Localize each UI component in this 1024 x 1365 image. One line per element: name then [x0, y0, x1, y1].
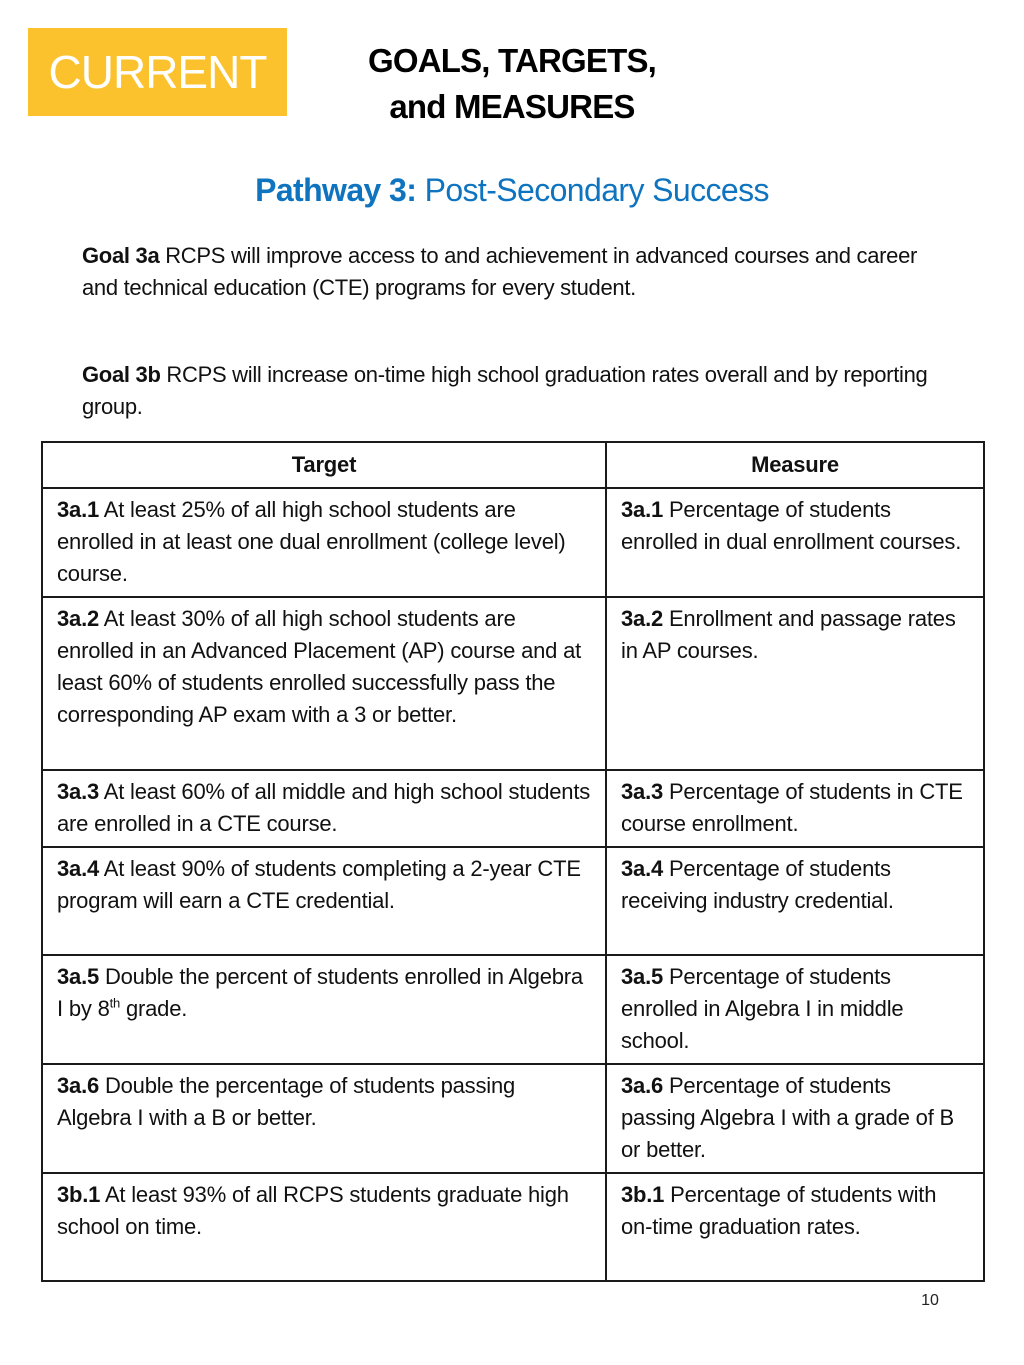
target-text-end: grade. [120, 996, 188, 1021]
measure-id: 3a.4 [621, 856, 664, 881]
measure-id: 3b.1 [621, 1182, 665, 1207]
page-title-line-2: and MEASURES [389, 88, 635, 125]
table-header-row [42, 442, 984, 488]
measure-id: 3a.5 [621, 964, 664, 989]
target-cell [42, 488, 606, 597]
ordinal-suffix: th [109, 995, 121, 1011]
table-row [42, 955, 984, 1064]
goal-3b [82, 359, 932, 423]
measure-cell [606, 488, 984, 597]
page-number: 10 [921, 1292, 939, 1309]
table-row [42, 847, 984, 955]
target-id: 3a.3 [57, 779, 100, 804]
target-cell [42, 770, 606, 847]
pathway-heading [0, 172, 1024, 209]
page-title-line-1: GOALS, TARGETS, [367, 42, 657, 79]
measure-text: Enrollment and passage rates in AP courses. [621, 606, 956, 663]
pathway-name: Post-Secondary Success [424, 172, 769, 208]
target-cell [42, 1173, 606, 1281]
target-text: At least 90% of students completing a 2-year CTE program will earn a CTE credential. [57, 856, 581, 913]
measure-cell [606, 1173, 984, 1281]
page-title [300, 38, 724, 130]
measure-id: 3a.6 [621, 1073, 664, 1098]
measure-id: 3a.1 [621, 497, 664, 522]
target-text: Double the percentage of students passing Algebra I with a B or better. [57, 1073, 516, 1130]
measure-id: 3a.2 [621, 606, 664, 631]
goal-label: Goal 3a [82, 243, 160, 268]
target-cell [42, 847, 606, 955]
table-row [42, 488, 984, 597]
measure-text: Percentage of students in CTE course enrollment. [621, 779, 963, 836]
measure-cell [606, 955, 984, 1064]
measure-text: Percentage of students enrolled in Algebra I in middle school. [621, 964, 904, 1053]
targets-measures-table [41, 441, 985, 1282]
target-id: 3a.6 [57, 1073, 100, 1098]
current-badge: CURRENT [28, 28, 287, 116]
goal-3a [82, 240, 932, 304]
target-id: 3a.5 [57, 964, 100, 989]
header-measure: Measure [606, 442, 984, 488]
measure-id: 3a.3 [621, 779, 664, 804]
measure-cell [606, 847, 984, 955]
header-target: Target [42, 442, 606, 488]
measure-text: Percentage of students with on-time graduation rates. [621, 1182, 937, 1239]
goal-text: RCPS will increase on-time high school graduation rates overall and by reporting group. [82, 362, 928, 419]
target-cell [42, 597, 606, 770]
target-text: At least 60% of all middle and high school students are enrolled in a CTE course. [57, 779, 591, 836]
measure-cell [606, 770, 984, 847]
table-row [42, 770, 984, 847]
measure-text: Percentage of students enrolled in dual enrollment courses. [621, 497, 962, 554]
target-text: Double the percent of students enrolled in Algebra I by 8 [57, 964, 583, 1021]
target-cell [42, 955, 606, 1064]
target-id: 3a.1 [57, 497, 100, 522]
table-row [42, 1173, 984, 1281]
measure-text: Percentage of students receiving industry credential. [621, 856, 894, 913]
goal-label: Goal 3b [82, 362, 161, 387]
target-id: 3a.4 [57, 856, 100, 881]
target-text: At least 25% of all high school students are enrolled in at least one dual enrollment (college level) course. [57, 497, 566, 586]
table-row [42, 1064, 984, 1173]
measure-cell [606, 597, 984, 770]
target-id: 3a.2 [57, 606, 100, 631]
pathway-prefix: Pathway 3: [255, 172, 417, 208]
goal-text: RCPS will improve access to and achievement in advanced courses and career and technical education (CTE) programs for every student. [82, 243, 918, 300]
measure-text: Percentage of students passing Algebra I with a grade of B or better. [621, 1073, 954, 1162]
target-text: At least 30% of all high school students are enrolled in an Advanced Placement (AP) course and at least 60% of students enrolled successfully pass the corresponding AP exam with a 3 or better. [57, 606, 582, 727]
target-id: 3b.1 [57, 1182, 101, 1207]
measure-cell [606, 1064, 984, 1173]
target-cell [42, 1064, 606, 1173]
target-text: At least 93% of all RCPS students graduate high school on time. [57, 1182, 569, 1239]
table-row [42, 597, 984, 770]
